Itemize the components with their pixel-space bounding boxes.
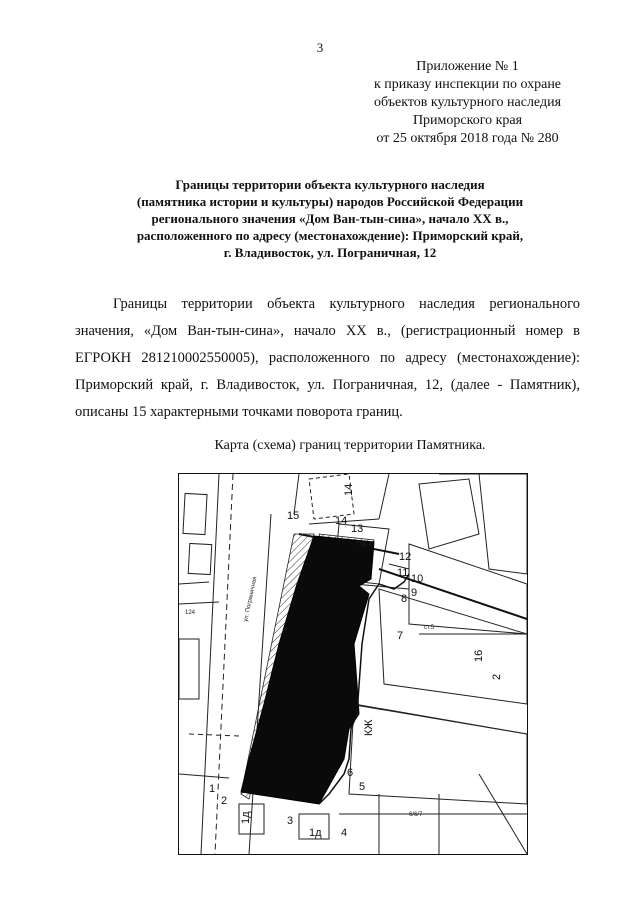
title-line: Границы территории объекта культурного наследия xyxy=(175,177,485,192)
building-label: 16 xyxy=(473,649,485,662)
boundary-map xyxy=(178,473,528,855)
boundary-point-5: 5 xyxy=(359,781,366,793)
appendix-line: Приморского края xyxy=(412,113,523,128)
small-label: 124 xyxy=(185,610,196,616)
small-label: 6/6/7 xyxy=(409,812,423,818)
title-line: расположенного по адресу (местонахождение): Приморский край, xyxy=(136,228,524,243)
boundary-point-10: 10 xyxy=(411,573,424,585)
title-line: (памятника истории и культуры) народов Российской Федерации xyxy=(136,194,524,209)
boundary-point-1: 1 xyxy=(209,783,216,795)
map-svg xyxy=(179,474,527,854)
body-paragraph: Границы территории объекта культурного наследия регионального значения, «Дом Ван-тын-сина», начало XX в., (регистрационный номер в ЕГРОКН 281210002550005), расположенного по адресу (местонахождение): Приморский край, г. Владивосток, ул. Пограничная, 12, (далее - Памятник), описаны 15 характерными точками поворота границ. xyxy=(75,296,580,420)
boundary-point-4: 4 xyxy=(341,827,348,839)
boundary-point-15: 15 xyxy=(287,510,300,522)
building-label: 1д xyxy=(309,827,322,839)
boundary-point-8: 8 xyxy=(401,593,408,605)
small-label: Гбр.4 xyxy=(357,542,373,548)
appendix-line: к приказу инспекции по охране xyxy=(373,77,562,92)
boundary-point-3: 3 xyxy=(287,815,294,827)
street-label: ул. Пограничная xyxy=(243,576,259,623)
map-caption: Карта (схема) границ территории Памятника. xyxy=(214,438,486,453)
boundary-point-6: 6 xyxy=(347,767,354,779)
boundary-point-7: 7 xyxy=(397,630,404,642)
appendix-line: Приложение № 1 xyxy=(416,59,519,74)
boundary-point-11: 11 xyxy=(397,567,409,579)
page-number: 3 xyxy=(316,40,324,55)
boundary-point-9: 9 xyxy=(411,587,418,599)
building-label: 14 xyxy=(343,483,355,496)
small-label: ст.5 xyxy=(424,625,435,631)
title-line: г. Владивосток, ул. Пограничная, 12 xyxy=(223,245,437,260)
boundary-point-14: 14 xyxy=(335,515,348,527)
boundary-point-13: 13 xyxy=(351,523,364,535)
boundary-point-12: 12 xyxy=(399,551,412,563)
document-title xyxy=(30,176,630,261)
boundary-point-2: 2 xyxy=(221,795,228,807)
appendix-line: от 25 октября 2018 года № 280 xyxy=(376,131,559,146)
building-label: 2 xyxy=(491,673,503,680)
appendix-header xyxy=(340,58,595,148)
building-label: КЖ xyxy=(363,719,375,736)
appendix-line: объектов культурного наследия xyxy=(373,95,562,110)
building-label: 1д xyxy=(240,811,252,824)
title-line: регионального значения «Дом Ван-тын-сина», начало XX в., xyxy=(151,211,509,226)
